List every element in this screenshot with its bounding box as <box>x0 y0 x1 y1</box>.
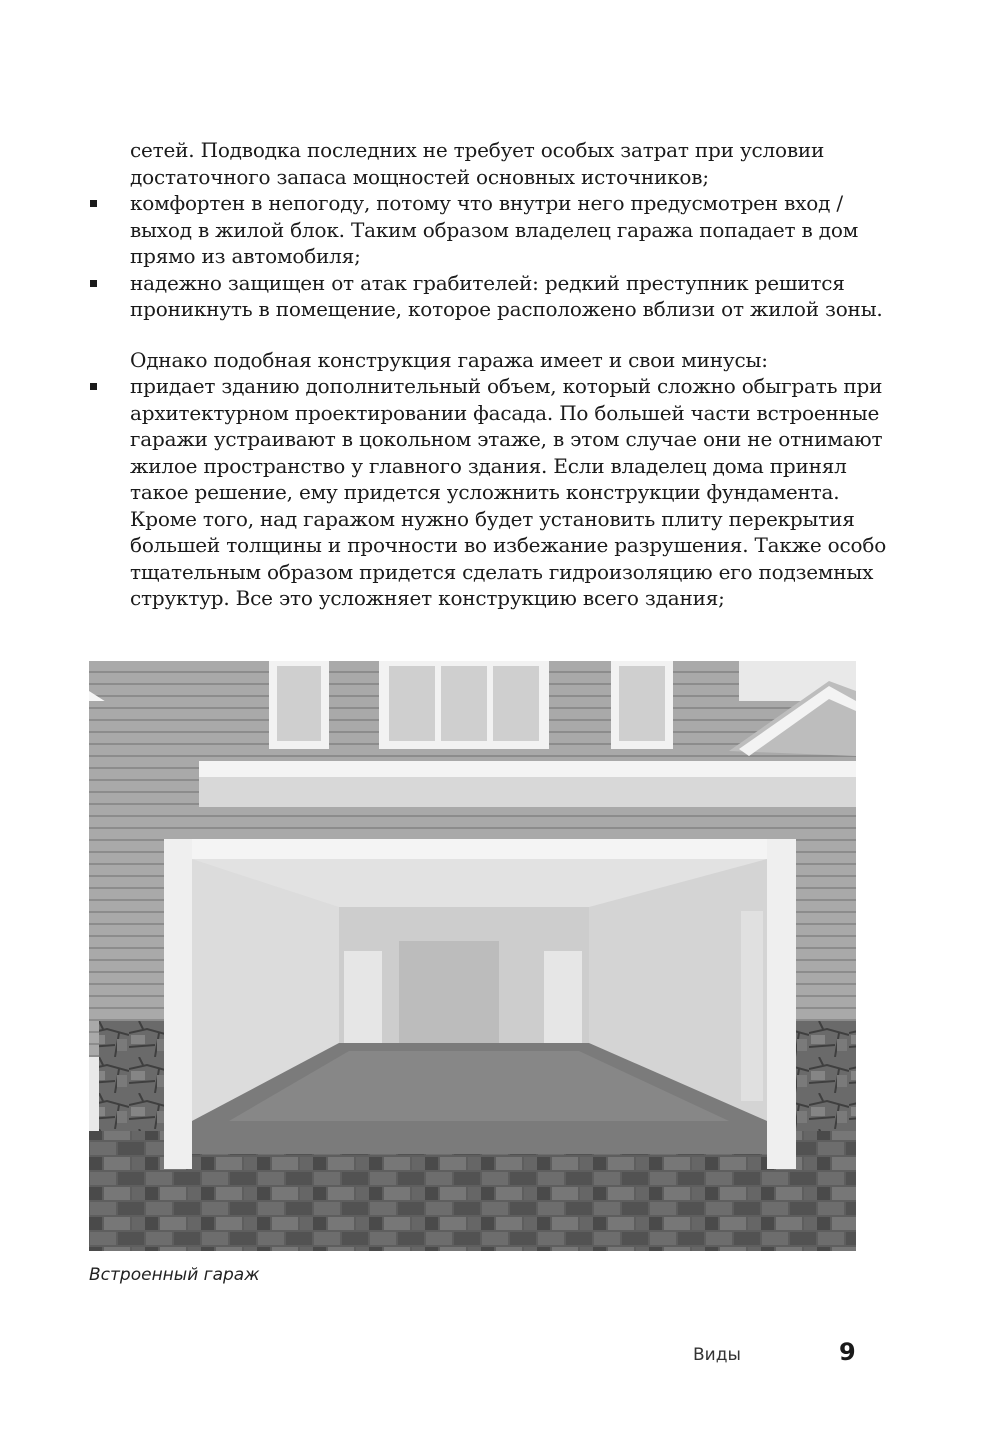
text-line: прямо из автомобиля; <box>130 244 361 268</box>
body-text <box>90 137 887 612</box>
text-line: структур. Все это усложняет конструкцию всего здания; <box>130 586 725 610</box>
text-line: выход в жилой блок. Таким образом владелец гаража попадает в дом <box>130 217 859 242</box>
bullet-square-icon <box>90 200 97 207</box>
bullet-item <box>90 190 860 270</box>
text-line: комфортен в непогоду, потому что внутри него предусмотрен вход / <box>130 191 843 215</box>
text-line: проникнуть в помещение, которое расположено вблизи от жилой зоны. <box>130 297 883 321</box>
bullet-item <box>90 270 883 323</box>
text-line: Кроме того, над гаражом нужно будет установить плиту перекрытия <box>130 506 855 531</box>
text-line: жилое пространство у главного здания. Если владелец дома принял <box>130 453 847 478</box>
text-line: достаточного запаса мощностей основных источников; <box>130 164 709 189</box>
bullet-item <box>90 373 887 612</box>
running-head: Виды <box>693 1345 741 1365</box>
text-line: тщательным образом придется сделать гидроизоляцию его подземных <box>130 559 874 584</box>
garage-photo <box>89 661 856 1251</box>
paragraph-intro: Однако подобная конструкция гаража имеет и свои минусы: <box>130 347 768 372</box>
text-line: гаражи устраивают в цокольном этаже, в этом случае они не отнимают <box>130 427 883 451</box>
bullet-square-icon <box>90 383 97 390</box>
text-line: придает зданию дополнительный объем, который сложно обыграть при <box>130 374 883 398</box>
page-number: 9 <box>839 1338 856 1366</box>
photo-caption: Встроенный гараж <box>89 1265 260 1285</box>
text-line: надежно защищен от атак грабителей: редкий преступник решится <box>130 270 845 295</box>
bullet-square-icon <box>90 280 97 287</box>
text-line: такое решение, ему придется усложнить конструкции фундамента. <box>130 480 840 504</box>
text-line: сетей. Подводка последних не требует особых затрат при условии <box>130 138 825 162</box>
text-line: большей толщины и прочности во избежание разрушения. Также особо <box>130 533 887 557</box>
text-line: архитектурном проектировании фасада. По большей части встроенные <box>130 400 880 425</box>
